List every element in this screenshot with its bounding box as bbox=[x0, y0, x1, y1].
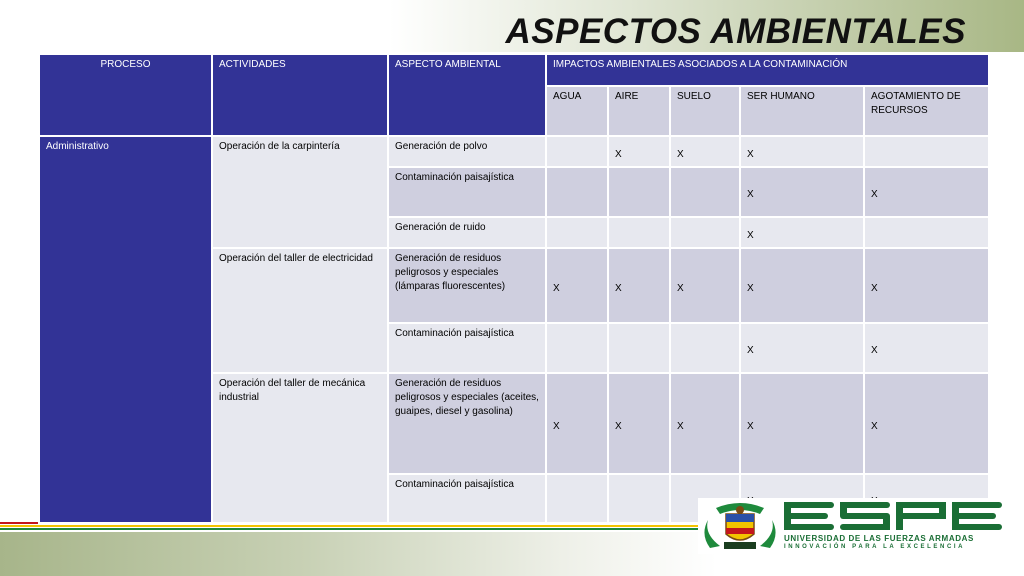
aspect-cell: Generación de residuos peligrosos y especiales (lámparas fluorescentes) bbox=[388, 248, 546, 323]
university-seal-icon bbox=[702, 500, 778, 552]
impact-cell-agua bbox=[546, 136, 608, 167]
impact-cell-aire: X bbox=[608, 248, 670, 323]
impact-cell-suelo bbox=[670, 217, 740, 248]
impact-cell-agotamiento: X bbox=[864, 248, 989, 323]
impact-cell-agotamiento: X bbox=[864, 373, 989, 474]
impact-cell-ser-humano: X bbox=[740, 167, 864, 217]
impact-cell-aire: X bbox=[608, 136, 670, 167]
header-actividades: ACTIVIDADES bbox=[212, 54, 388, 136]
header-proceso: PROCESO bbox=[39, 54, 212, 136]
activity-cell: Operación del taller de mecánica industrial bbox=[212, 373, 388, 523]
impact-cell-suelo bbox=[670, 323, 740, 373]
header-aspecto-ambiental: ASPECTO AMBIENTAL bbox=[388, 54, 546, 136]
impact-cell-aire bbox=[608, 323, 670, 373]
header-agotamiento: AGOTAMIENTO DE RECURSOS bbox=[864, 86, 989, 136]
green-stripe bbox=[0, 528, 700, 530]
aspect-cell: Generación de polvo bbox=[388, 136, 546, 167]
aspect-cell: Contaminación paisajística bbox=[388, 167, 546, 217]
header-impactos: IMPACTOS AMBIENTALES ASOCIADOS A LA CONTAMINACIÓN bbox=[546, 54, 989, 86]
yellow-stripe bbox=[0, 525, 700, 527]
university-motto: INNOVACIÓN PARA LA EXCELENCIA bbox=[784, 544, 966, 550]
activity-cell: Operación de la carpintería bbox=[212, 136, 388, 248]
header-agua: AGUA bbox=[546, 86, 608, 136]
impact-cell-aire bbox=[608, 167, 670, 217]
impact-cell-agotamiento: X bbox=[864, 167, 989, 217]
header-ser-humano: SER HUMANO bbox=[740, 86, 864, 136]
impact-cell-ser-humano: X bbox=[740, 217, 864, 248]
aspect-cell: Generación de ruido bbox=[388, 217, 546, 248]
environmental-aspects-table bbox=[38, 53, 990, 524]
university-name: UNIVERSIDAD DE LAS FUERZAS ARMADAS bbox=[784, 534, 974, 543]
impact-cell-suelo: X bbox=[670, 248, 740, 323]
impact-cell-agotamiento bbox=[864, 136, 989, 167]
aspect-cell: Contaminación paisajística bbox=[388, 323, 546, 373]
proceso-cell: Administrativo bbox=[39, 136, 212, 523]
espe-logo bbox=[698, 498, 1008, 554]
activity-cell: Operación del taller de electricidad bbox=[212, 248, 388, 373]
espe-wordmark bbox=[784, 500, 1004, 532]
header-suelo: SUELO bbox=[670, 86, 740, 136]
impact-cell-aire bbox=[608, 474, 670, 523]
impact-cell-ser-humano: X bbox=[740, 373, 864, 474]
impact-cell-agua: X bbox=[546, 248, 608, 323]
impact-cell-agua bbox=[546, 217, 608, 248]
impact-cell-agua bbox=[546, 323, 608, 373]
impact-cell-ser-humano: X bbox=[740, 248, 864, 323]
impact-cell-agua: X bbox=[546, 373, 608, 474]
impact-cell-suelo bbox=[670, 167, 740, 217]
slide-title: ASPECTOS AMBIENTALES bbox=[505, 12, 966, 51]
impact-cell-aire: X bbox=[608, 373, 670, 474]
impact-cell-agua bbox=[546, 167, 608, 217]
impact-cell-ser-humano: X bbox=[740, 136, 864, 167]
impact-cell-agotamiento: X bbox=[864, 323, 989, 373]
header-aire: AIRE bbox=[608, 86, 670, 136]
impact-cell-aire bbox=[608, 217, 670, 248]
impact-cell-agotamiento bbox=[864, 217, 989, 248]
impact-cell-suelo: X bbox=[670, 136, 740, 167]
impact-cell-ser-humano: X bbox=[740, 323, 864, 373]
impact-cell-suelo: X bbox=[670, 373, 740, 474]
aspect-cell: Generación de residuos peligrosos y especiales (aceites, guaipes, diesel y gasolina) bbox=[388, 373, 546, 474]
aspect-cell: Contaminación paisajística bbox=[388, 474, 546, 523]
impact-cell-agua bbox=[546, 474, 608, 523]
